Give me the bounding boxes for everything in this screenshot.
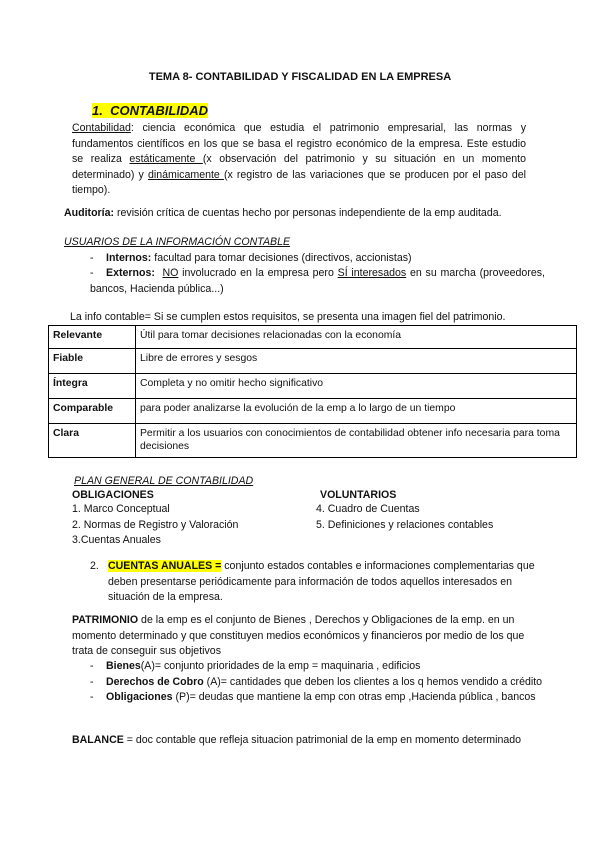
table-row: Fiable Libre de errores y sesgos (49, 349, 577, 374)
obligaciones-list (72, 502, 238, 549)
table-row: Relevante Útil para tomar decisiones relacionadas con la economía (49, 326, 577, 349)
list-item: 1. Marco Conceptual (72, 503, 170, 515)
list-item: 4. Cuadro de Cuentas (316, 503, 420, 515)
usuario-externos: - Externos: NO involucrado en la empresa pero SÍ interesados en su marcha (proveedores, bancos, Hacienda pública...) (90, 267, 545, 295)
cuentas-anuales-definition: 2. CUENTAS ANUALES = conjunto estados contables e informaciones complementarias que deben presentarse periódicamente para información de todos aquellos interesados en situación de la empresa. (90, 560, 535, 603)
table-row: Íntegra Completa y no omitir hecho significativo (49, 374, 577, 399)
contabilidad-definition: Contabilidad: ciencia económica que estudia el patrimonio empresarial, las normas y fundamentos científicos en los que se basa el registro económico de la empresa. Este estudio se realiza estáticamente (x observación del patrimonio y su situación en un momento determinado) y dinámicamente (x registro de las variaciones que se producen por el paso del tiempo). (72, 122, 527, 196)
usuario-internos: - Internos: facultad para tomar decisiones (directivos, accionistas) (90, 252, 412, 264)
obligaciones-heading: OBLIGACIONES (72, 489, 154, 501)
voluntarios-list (316, 502, 493, 533)
voluntarios-heading: VOLUNTARIOS (320, 489, 397, 501)
info-contable-note: La info contable= Si se cumplen estos requisitos, se presenta una imagen fiel del patrimonio. (70, 311, 506, 323)
list-item: 3.Cuentas Anuales (72, 534, 161, 546)
list-item: 2. Normas de Registro y Valoración (72, 518, 239, 531)
table-row: Comparable para poder analizarse la evolución de la emp a lo largo de un tiempo (49, 399, 577, 424)
usuarios-heading: USUARIOS DE LA INFORMACIÓN CONTABLE (64, 236, 291, 248)
list-item: - Bienes(A)= conjunto prioridades de la emp = maquinaria , edificios (90, 660, 421, 672)
pgc-heading: PLAN GENERAL DE CONTABILIDAD (74, 475, 254, 487)
table-row: Clara Permitir a los usuarios con conocimientos de contabilidad obtener info necesaria para toma decisiones (49, 424, 577, 458)
section-number: 1. (92, 103, 103, 118)
list-item: - Obligaciones (P)= deudas que mantiene la emp con otras emp ,Hacienda pública , bancos (90, 691, 536, 703)
patrimonio-items (90, 659, 545, 706)
list-item: 5. Definiciones y relaciones contables (316, 518, 494, 531)
requisitos-table (48, 325, 577, 458)
section-heading-contabilidad (92, 103, 208, 118)
list-item: - Derechos de Cobro (A)= cantidades que deben los clientes a los q hemos vendido a crédito (90, 675, 543, 688)
section-title: CONTABILIDAD (110, 103, 209, 118)
document-title: TEMA 8- CONTABILIDAD Y FISCALIDAD EN LA EMPRESA (148, 71, 452, 83)
balance-definition: BALANCE = doc contable que refleja situacion patrimonial de la emp en momento determinado (72, 734, 522, 746)
patrimonio-definition: PATRIMONIO de la emp es el conjunto de Bienes , Derechos y Obligaciones de la emp. en un momento determinado y que constituyen medios económicos y financieros por medio de los que trata de conseguir sus objetivos (72, 614, 525, 657)
auditoria-definition: Auditoría: revisión crítica de cuentas hecho por personas independiente de la emp auditada. (64, 207, 502, 219)
